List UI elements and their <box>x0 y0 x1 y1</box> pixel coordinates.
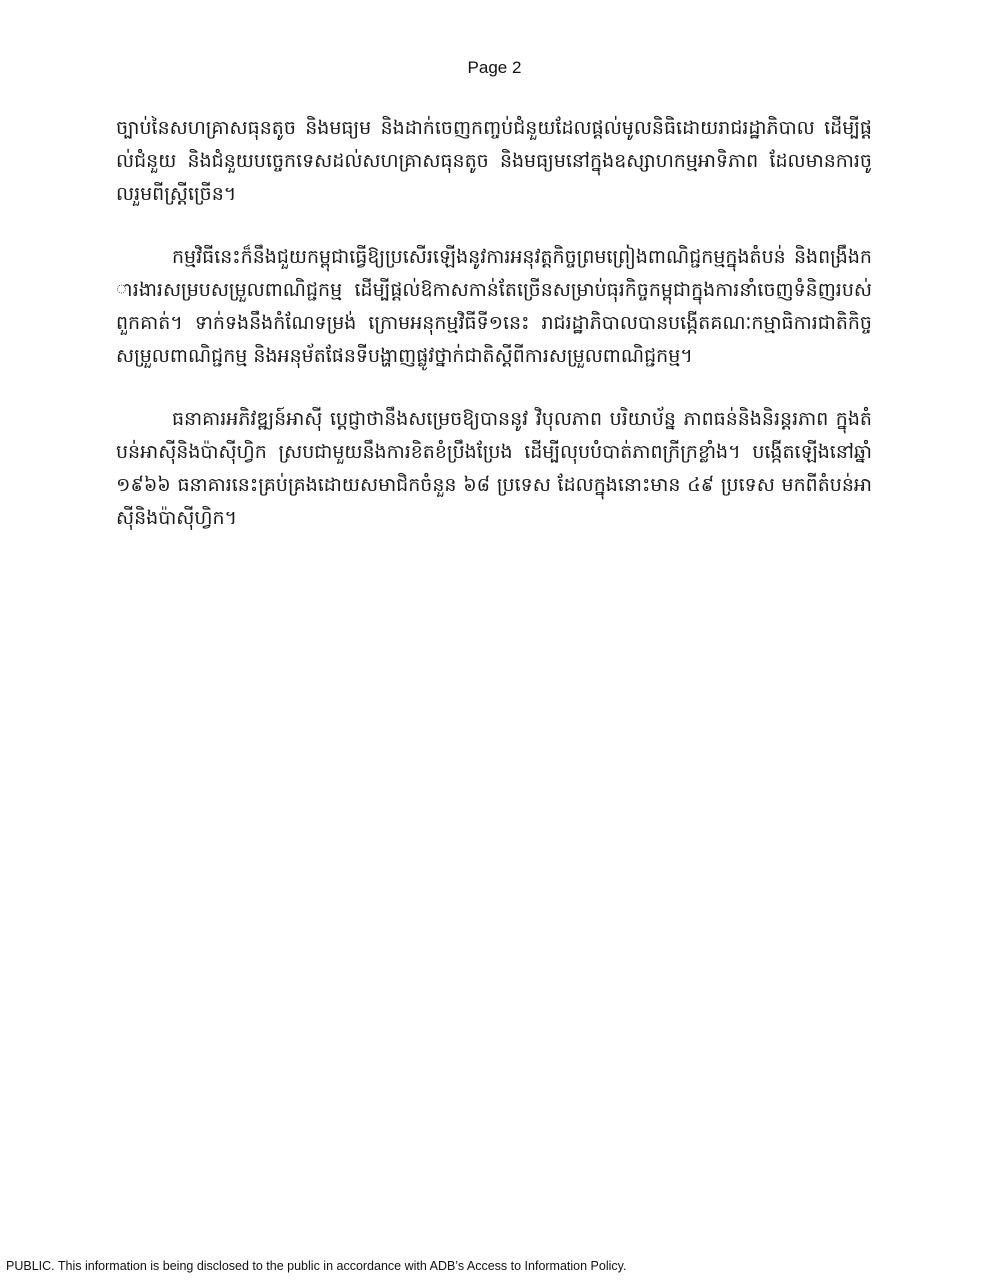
paragraph-continuation: ច្បាប់នៃសហគ្រាសធុនតូច និងមធ្យម និងដាក់ចេញកញ្ចប់ជំនួយដែលផ្ដល់មូលនិធិដោយរាជរដ្ឋាភិបាល ដើម្បីផ្ដល់ជំនួយ និងជំនួយបច្ចេកទេសដល់សហគ្រាសធុនតូច និងមធ្យមនៅក្នុងឧស្សាហកម្មអាទិភាព ដែលមានការចូលរួមពីស្ត្រីច្រើន។ <box>116 117 872 205</box>
paragraph-trade-program: កម្មវិធីនេះក៏នឹងជួយកម្ពុជាធ្វើឱ្យប្រសើរឡើងនូវការអនុវត្តកិច្ចព្រមព្រៀងពាណិជ្ជកម្មក្នុងតំបន់ និងពង្រឹងការងារសម្របសម្រួលពាណិជ្ជកម្ម ដើម្បីផ្ដល់ឱកាសកាន់តែច្រើនសម្រាប់ធុរកិច្ចកម្ពុជាក្នុងការនាំចេញទំនិញរបស់ពួកគាត់។ ទាក់ទងនឹងកំណែទម្រង់ ក្រោមអនុកម្មវិធីទី១នេះ រាជរដ្ឋាភិបាលបានបង្កើតគណៈកម្មាធិការជាតិកិច្ចសម្រួលពាណិជ្ជកម្ម និងអនុម័តផែនទីបង្ហាញផ្លូវថ្នាក់ជាតិស្ដីពីការសម្រួលពាណិជ្ជកម្ម។ <box>116 246 872 367</box>
page-number: Page 2 <box>467 58 522 77</box>
public-disclosure-notice: PUBLIC. This information is being disclosed to the public in accordance with ADB’s Access to Information Policy. <box>6 1259 627 1273</box>
paragraph-adb-about: ធនាគារអភិវឌ្ឍន៍អាស៊ី ប្ដេជ្ញាថានឹងសម្រេចឱ្យបាននូវ វិបុលភាព បរិយាប័ន្ន ភាពធន់និងនិរន្តរភាព ក្នុងតំបន់អាស៊ីនិងប៉ាស៊ីហ្វិក ស្របជាមួយនឹងការខិតខំប្រឹងប្រែង ដើម្បីលុបបំបាត់ភាពក្រីក្រខ្លាំង។ បង្កើតឡើងនៅឆ្នាំ ១៩៦៦ ធនាគារនេះគ្រប់គ្រងដោយសមាជិកចំនួន ៦៨ ប្រទេស ដែលក្នុងនោះមាន ៤៩ ប្រទេស មកពីតំបន់អាស៊ីនិងប៉ាស៊ីហ្វិក។ <box>116 408 872 529</box>
document-body <box>116 112 872 565</box>
